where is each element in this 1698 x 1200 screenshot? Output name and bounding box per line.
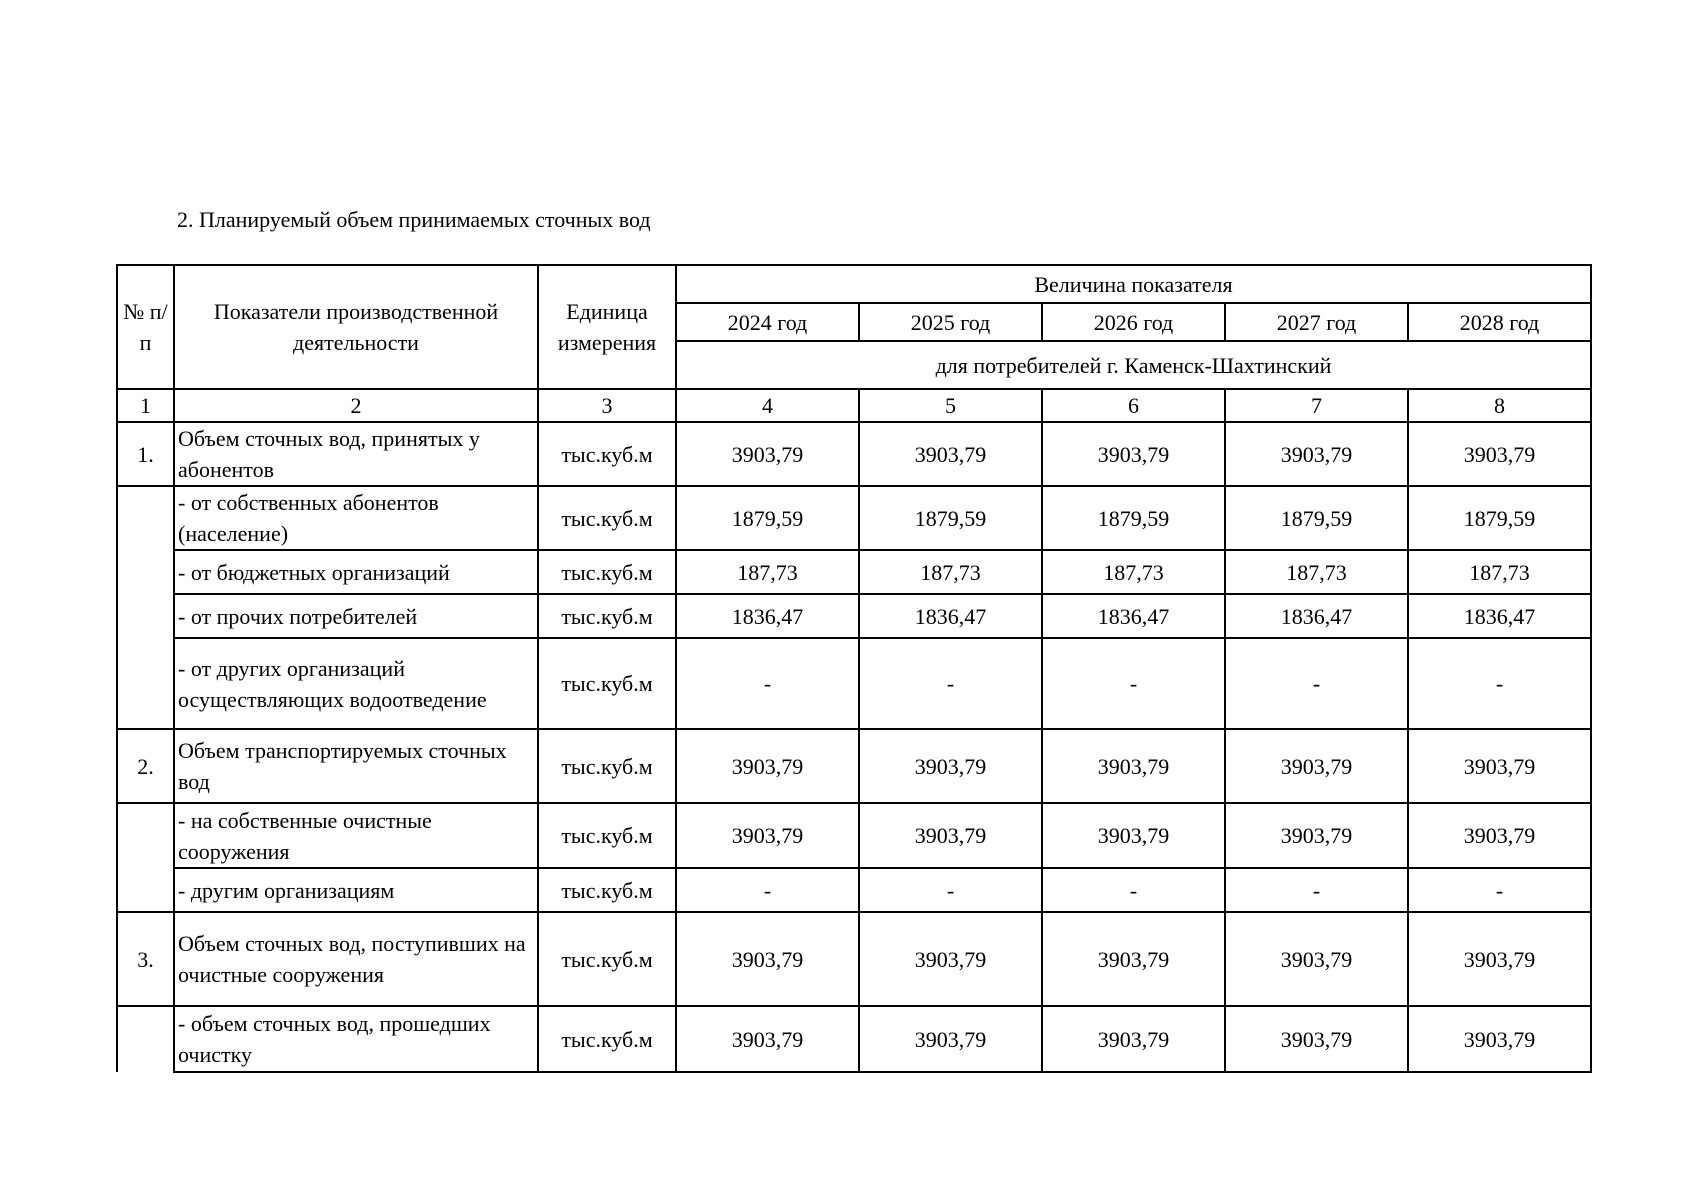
header-num: № п/п [117,265,174,389]
row-indicator: Объем транспортируемых сточных вод [174,729,538,803]
row-indicator: - от прочих потребителей [174,594,538,638]
row-unit: тыс.куб.м [538,486,676,550]
row-unit: тыс.куб.м [538,638,676,729]
row-value: 3903,79 [1042,1006,1225,1072]
left-border-stub [116,1006,118,1072]
row-value: 1836,47 [1408,594,1591,638]
row-value: 3903,79 [676,1006,859,1072]
table-row [117,594,1591,638]
table-caption: 2. Планируемый объем принимаемых сточных вод [177,207,651,232]
row-value: 3903,79 [1408,1006,1591,1072]
row-value: 3903,79 [1408,422,1591,486]
row-value: 3903,79 [1042,422,1225,486]
header-value: Величина показателя [676,265,1591,303]
row-indicator: - от других организаций осуществляющих водоотведение [174,638,538,729]
row-value: 1836,47 [859,594,1042,638]
row-value: 3903,79 [1225,729,1408,803]
row-number [117,1006,174,1072]
column-number: 3 [538,389,676,422]
row-value: - [1225,868,1408,912]
row-value: 1836,47 [1042,594,1225,638]
row-value: 3903,79 [859,1006,1042,1072]
header-year: 2024 год [676,303,859,341]
row-value: 3903,79 [1225,912,1408,1006]
row-value: 3903,79 [676,912,859,1006]
column-number: 7 [1225,389,1408,422]
wastewater-table [116,264,1592,1073]
column-number: 8 [1408,389,1591,422]
row-value: - [859,868,1042,912]
row-value: 3903,79 [1408,803,1591,868]
row-value: 3903,79 [1042,912,1225,1006]
table-row [117,550,1591,594]
row-value: 3903,79 [1408,912,1591,1006]
row-value: 187,73 [859,550,1042,594]
table-row [117,638,1591,729]
header-year: 2027 год [1225,303,1408,341]
row-number [117,803,174,912]
table-row [117,868,1591,912]
header-year: 2025 год [859,303,1042,341]
row-value: 187,73 [1042,550,1225,594]
row-value: - [1225,638,1408,729]
column-numbers-row [117,389,1591,422]
table-row [117,422,1591,486]
row-value: 3903,79 [859,912,1042,1006]
row-indicator: - от бюджетных организаций [174,550,538,594]
row-indicator: - от собственных абонентов (население) [174,486,538,550]
table-row [117,486,1591,550]
row-unit: тыс.куб.м [538,803,676,868]
row-unit: тыс.куб.м [538,868,676,912]
row-value: 3903,79 [1225,1006,1408,1072]
row-value: 1879,59 [676,486,859,550]
column-number: 4 [676,389,859,422]
row-value: - [1042,868,1225,912]
row-value: - [1042,638,1225,729]
header-year: 2028 год [1408,303,1591,341]
row-value: 3903,79 [1042,729,1225,803]
column-number: 5 [859,389,1042,422]
row-number: 1. [117,422,174,486]
row-indicator: Объем сточных вод, принятых у абонентов [174,422,538,486]
row-value: - [859,638,1042,729]
row-value: 187,73 [676,550,859,594]
row-value: 1879,59 [859,486,1042,550]
row-value: 3903,79 [676,729,859,803]
table-row [117,803,1591,868]
row-number: 2. [117,729,174,803]
row-value: 3903,79 [859,729,1042,803]
row-unit: тыс.куб.м [538,422,676,486]
row-value: 187,73 [1408,550,1591,594]
row-value: 3903,79 [676,803,859,868]
row-unit: тыс.куб.м [538,550,676,594]
header-unit: Единица измерения [538,265,676,389]
row-value: - [1408,868,1591,912]
row-value: 1836,47 [676,594,859,638]
header-consumers: для потребителей г. Каменск-Шахтинский [676,341,1591,389]
row-indicator: Объем сточных вод, поступивших на очистные сооружения [174,912,538,1006]
column-number: 1 [117,389,174,422]
row-unit: тыс.куб.м [538,594,676,638]
row-unit: тыс.куб.м [538,1006,676,1072]
row-value: - [676,638,859,729]
row-indicator: - другим организациям [174,868,538,912]
row-value: 1836,47 [1225,594,1408,638]
row-value: 3903,79 [1042,803,1225,868]
column-number: 2 [174,389,538,422]
row-indicator: - объем сточных вод, прошедших очистку [174,1006,538,1072]
row-value: 1879,59 [1225,486,1408,550]
row-value: 3903,79 [859,803,1042,868]
row-value: 187,73 [1225,550,1408,594]
row-value: 3903,79 [676,422,859,486]
table-row [117,912,1591,1006]
header-indicator: Показатели производственной деятельности [174,265,538,389]
row-value: - [676,868,859,912]
row-value: 1879,59 [1408,486,1591,550]
row-number: 3. [117,912,174,1006]
table-row [117,1006,1591,1072]
column-number: 6 [1042,389,1225,422]
row-unit: тыс.куб.м [538,729,676,803]
row-indicator: - на собственные очистные сооружения [174,803,538,868]
row-value: 3903,79 [859,422,1042,486]
row-unit: тыс.куб.м [538,912,676,1006]
header-year: 2026 год [1042,303,1225,341]
row-value: - [1408,638,1591,729]
row-value: 3903,79 [1225,803,1408,868]
row-value: 3903,79 [1225,422,1408,486]
table-row [117,729,1591,803]
row-value: 1879,59 [1042,486,1225,550]
row-number [117,486,174,729]
row-value: 3903,79 [1408,729,1591,803]
